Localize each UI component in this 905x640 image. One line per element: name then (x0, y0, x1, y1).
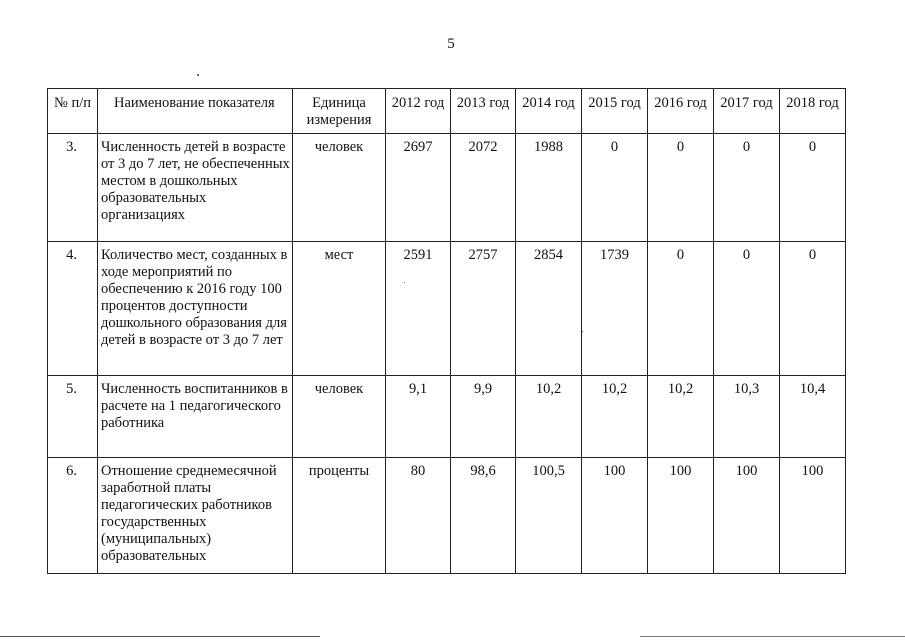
value-cell (516, 376, 582, 458)
header-year-label: 2018 год (786, 95, 839, 111)
value-cell (714, 458, 780, 574)
value-cell (386, 134, 451, 242)
value-cell (648, 242, 714, 376)
header-year-label: 2012 год (391, 95, 445, 111)
header-year-label: 2015 год (588, 95, 641, 111)
indicators-table (47, 88, 846, 574)
year-value: 100 (669, 463, 692, 479)
header-year-label: 2016 год (654, 95, 707, 111)
table-row (48, 458, 846, 574)
value-cell (714, 134, 780, 242)
year-value: 10,2 (601, 381, 628, 397)
row-number: 3. (66, 139, 77, 155)
header-year-label: 2017 год (720, 95, 773, 111)
year-value: 2757 (468, 247, 498, 263)
value-cell (386, 458, 451, 574)
value-cell (451, 376, 516, 458)
indicator-name: Отношение среднемесячной заработной платы педагогических работников государственных (муниципальных) образовательных (101, 463, 277, 564)
value-cell (582, 242, 648, 376)
table-row (48, 242, 846, 376)
value-cell (714, 242, 780, 376)
value-cell (451, 242, 516, 376)
header-num-label: № п/п (53, 95, 91, 111)
row-number-cell (48, 242, 98, 376)
header-year (780, 89, 846, 134)
year-value: 2854 (534, 247, 563, 263)
header-year (516, 89, 582, 134)
year-value: 1739 (600, 247, 629, 263)
value-cell (648, 376, 714, 458)
year-value: 0 (808, 247, 817, 263)
value-cell (582, 134, 648, 242)
row-number: 5. (66, 381, 77, 397)
unit-cell (293, 376, 386, 458)
value-cell (780, 376, 846, 458)
value-cell (516, 134, 582, 242)
year-value: 2697 (403, 139, 433, 155)
year-value: 80 (410, 463, 426, 479)
value-cell (451, 134, 516, 242)
header-name (98, 89, 293, 134)
indicator-name-cell (98, 458, 293, 574)
indicator-name: Численность воспитанников в расчете на 1 педагогического работника (101, 381, 288, 431)
table-row (48, 134, 846, 242)
indicator-name-cell (98, 242, 293, 376)
header-year (714, 89, 780, 134)
unit-value: человек (314, 139, 364, 155)
value-cell (648, 458, 714, 574)
row-number-cell (48, 376, 98, 458)
year-value: 0 (676, 139, 685, 155)
header-year (582, 89, 648, 134)
year-value: 0 (742, 247, 751, 263)
year-value: 0 (808, 139, 817, 155)
unit-value: проценты (308, 463, 370, 479)
year-value: 100 (603, 463, 626, 479)
header-unit-label: Единица измерения (306, 95, 372, 128)
indicator-name: Количество мест, созданных в ходе мероприятий по обеспечению к 2016 году 100 процентов доступности дошкольного образования для детей в возрасте от 3 до 7 лет (101, 247, 288, 348)
year-value: 1988 (534, 139, 563, 155)
value-cell (386, 376, 451, 458)
header-year (648, 89, 714, 134)
value-cell (386, 242, 451, 376)
value-cell (780, 242, 846, 376)
header-num (48, 89, 98, 134)
unit-value: мест (324, 247, 354, 263)
value-cell (582, 376, 648, 458)
row-number: 6. (66, 463, 77, 479)
table-row (48, 376, 846, 458)
table-header-row (48, 89, 846, 134)
unit-cell (293, 134, 386, 242)
scan-edge-line (640, 636, 905, 637)
row-number: 4. (66, 247, 77, 263)
header-unit (293, 89, 386, 134)
header-year (386, 89, 451, 134)
header-year-label: 2014 год (522, 95, 575, 111)
scan-speck (197, 74, 199, 76)
header-year-label: 2013 год (456, 95, 510, 111)
year-value: 0 (742, 139, 751, 155)
year-value: 98,6 (470, 463, 496, 479)
unit-cell (293, 242, 386, 376)
indicator-name: Численность детей в возрасте от 3 до 7 лет, не обеспеченных местом в дошкольных образовательных организациях (101, 139, 290, 223)
year-value: 10,3 (733, 381, 760, 397)
page-number: 5 (447, 36, 455, 52)
year-value: 2591 (403, 247, 433, 263)
year-value: 100,5 (532, 463, 565, 479)
value-cell (451, 458, 516, 574)
value-cell (516, 458, 582, 574)
scan-edge-line (0, 636, 320, 637)
year-value: 9,1 (408, 381, 428, 397)
value-cell (780, 458, 846, 574)
header-year (451, 89, 516, 134)
year-value: 2072 (468, 139, 498, 155)
row-number-cell (48, 134, 98, 242)
value-cell (648, 134, 714, 242)
year-value: 9,9 (473, 381, 493, 397)
indicator-name-cell (98, 134, 293, 242)
value-cell (582, 458, 648, 574)
year-value: 100 (735, 463, 758, 479)
year-value: 0 (676, 247, 685, 263)
year-value: 10,2 (535, 381, 562, 397)
year-value: 100 (801, 463, 824, 479)
unit-value: человек (314, 381, 364, 397)
year-value: 10,4 (799, 381, 826, 397)
unit-cell (293, 458, 386, 574)
row-number-cell (48, 458, 98, 574)
indicator-name-cell (98, 376, 293, 458)
header-name-label: Наименование показателя (114, 95, 275, 111)
value-cell (516, 242, 582, 376)
value-cell (714, 376, 780, 458)
year-value: 0 (610, 139, 619, 155)
value-cell (780, 134, 846, 242)
year-value: 10,2 (667, 381, 694, 397)
